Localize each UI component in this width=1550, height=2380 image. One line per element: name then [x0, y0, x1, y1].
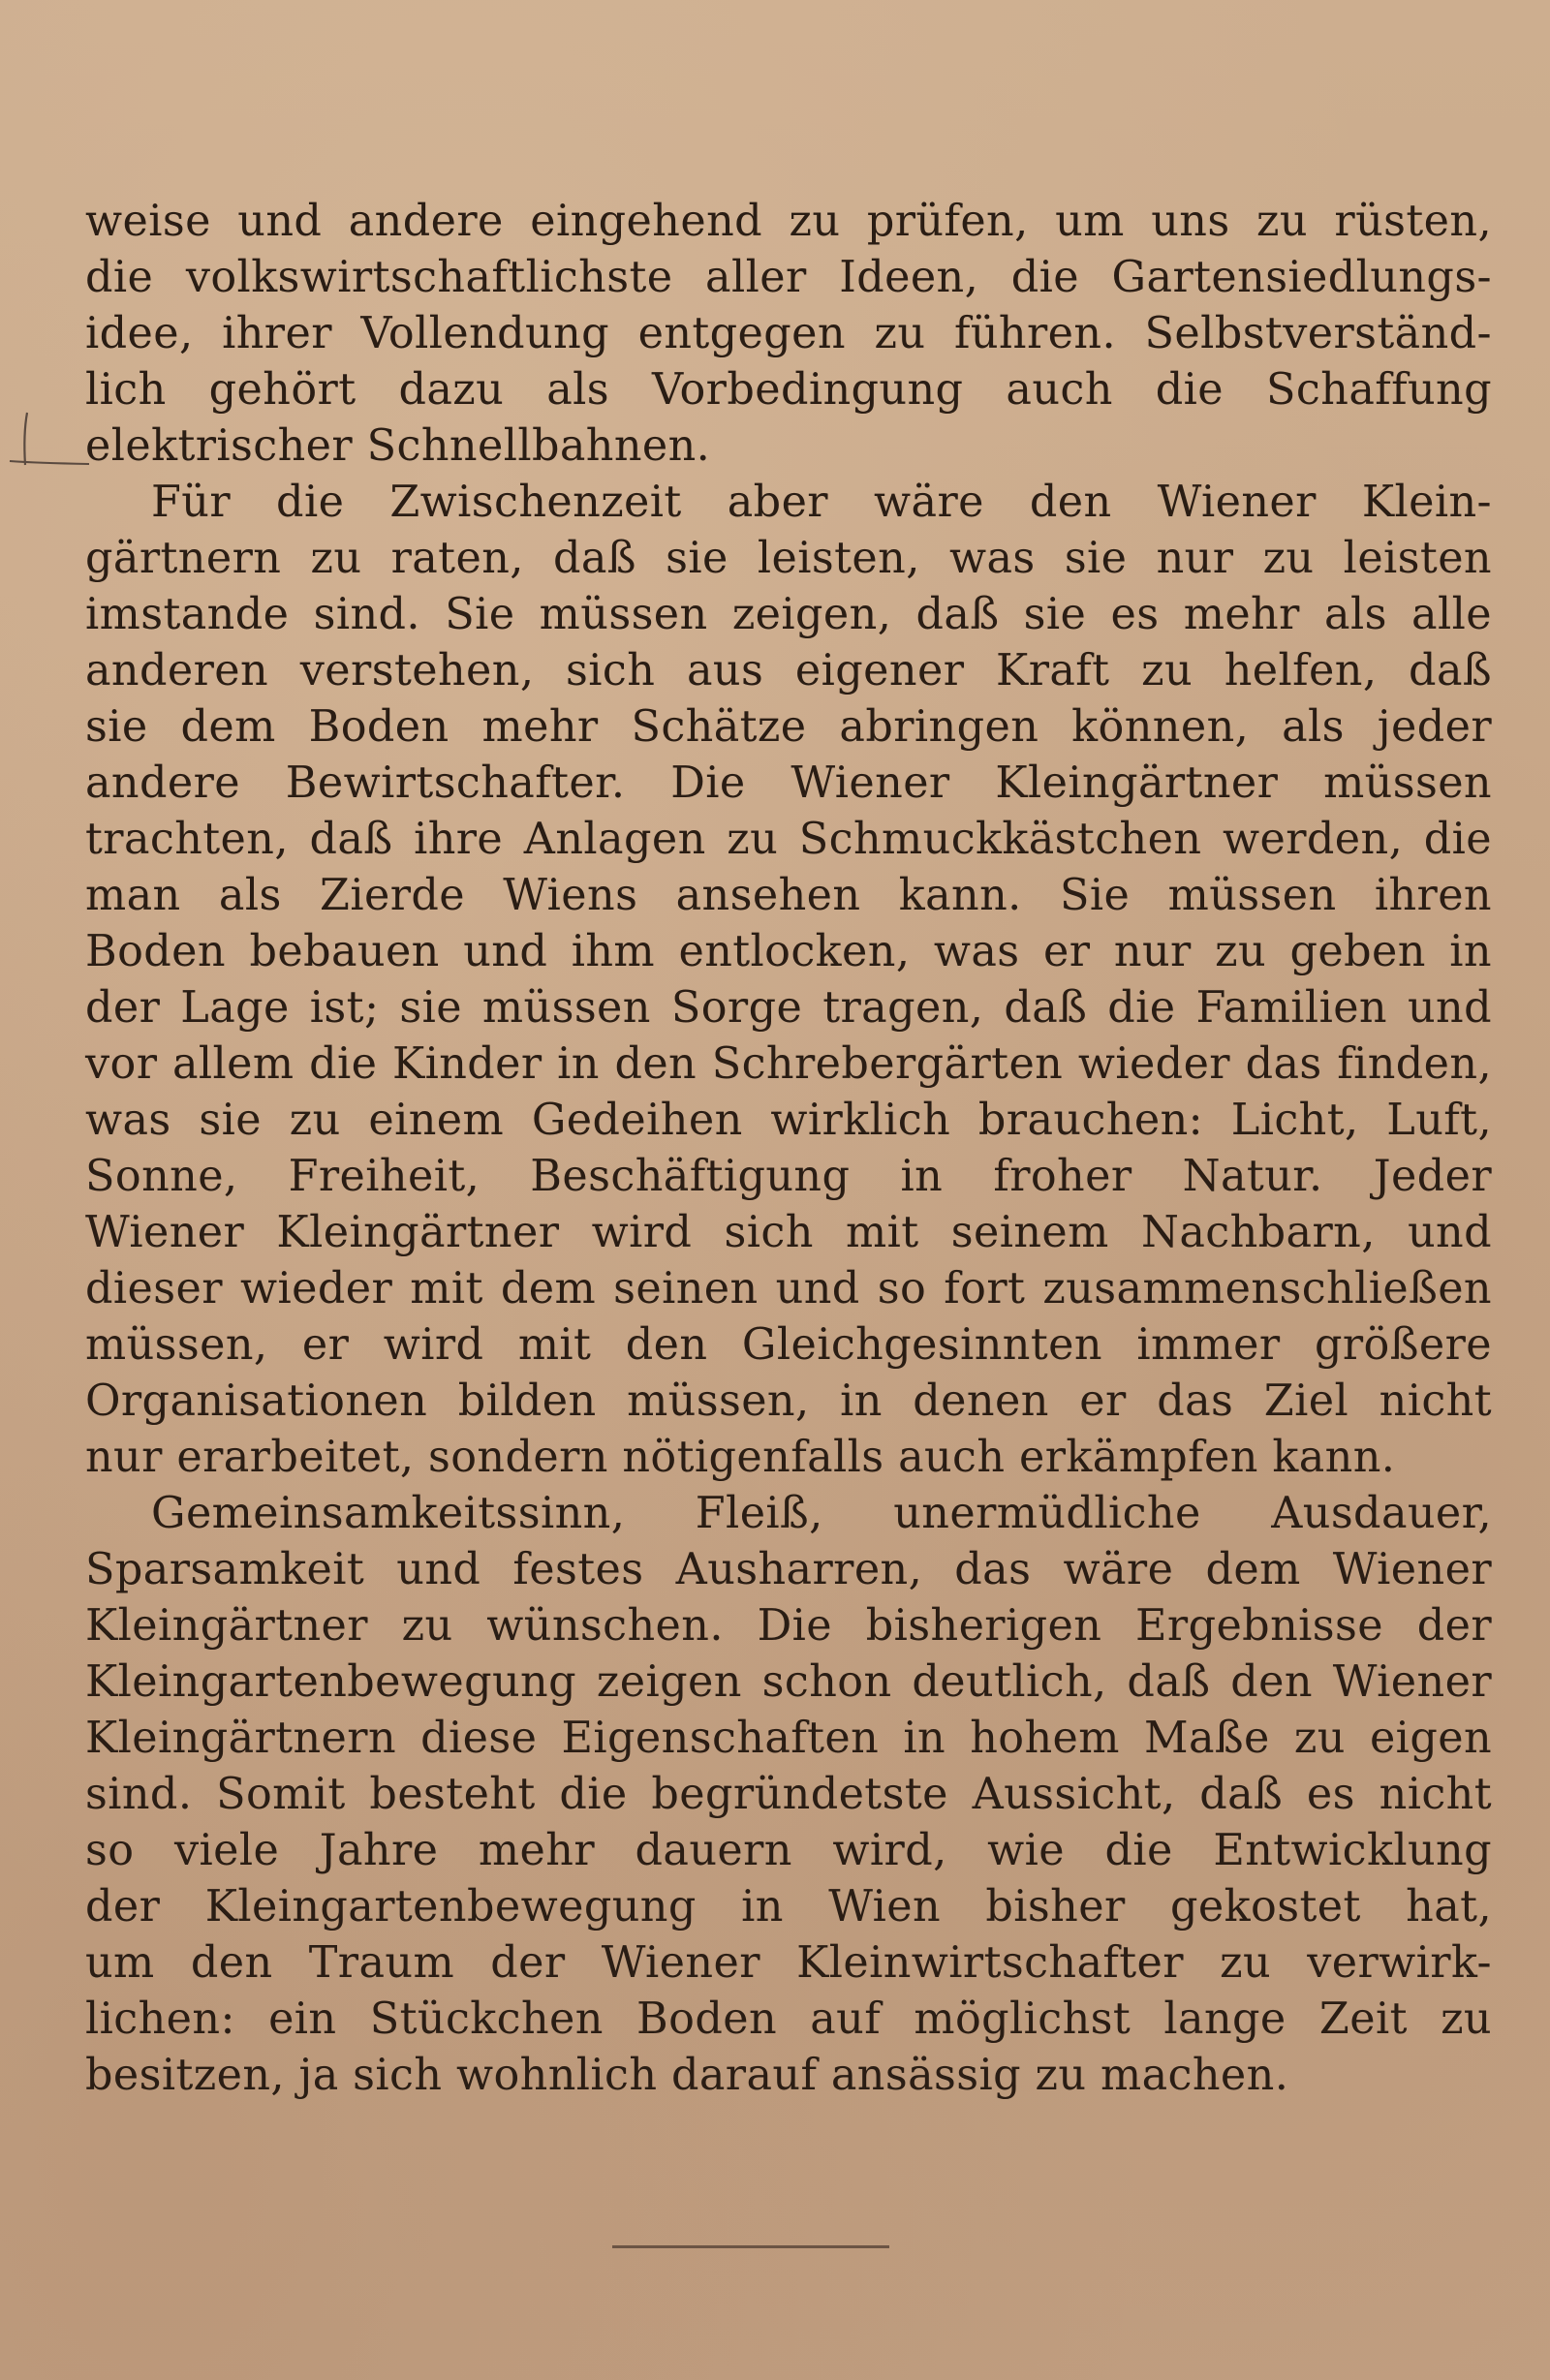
text-line: idee, ihrer Vollendung entgegen zu führen. Selbstverständ-	[85, 309, 1492, 358]
text-line: Kleingärtner zu wünschen. Die bisherigen Ergebnisse der	[85, 1601, 1492, 1651]
text-line: die volkswirtschaftlichste aller Ideen, die Gartensiedlungs-	[85, 253, 1492, 302]
text-line: Sonne, Freiheit, Beschäftigung in froher Natur. Jeder	[85, 1152, 1492, 1201]
text-line: so viele Jahre mehr dauern wird, wie die Entwicklung	[85, 1826, 1492, 1875]
text-line: andere Bewirtschafter. Die Wiener Kleingärtner müssen	[85, 758, 1492, 808]
text-line: Für die Zwischenzeit aber wäre den Wiener Klein-	[151, 478, 1492, 527]
text-line: Kleingärtnern diese Eigenschaften in hohem Maße zu eigen	[85, 1714, 1492, 1763]
text-line: Sparsamkeit und festes Ausharren, das wäre dem Wiener	[85, 1545, 1492, 1594]
text-line: elektrischer Schnellbahnen.	[85, 421, 711, 471]
text-line: trachten, daß ihre Anlagen zu Schmuckkästchen werden, die	[85, 815, 1492, 864]
text-line: lichen: ein Stückchen Boden auf möglichst lange Zeit zu	[85, 1994, 1492, 2044]
text-line: was sie zu einem Gedeihen wirklich brauchen: Licht, Luft,	[85, 1096, 1492, 1145]
text-line: sie dem Boden mehr Schätze abringen können, als jeder	[85, 702, 1492, 752]
text-line: anderen verstehen, sich aus eigener Kraft zu helfen, daß	[85, 646, 1492, 695]
section-end-rule	[612, 2245, 889, 2248]
text-line: man als Zierde Wiens ansehen kann. Sie müssen ihren	[85, 871, 1492, 920]
text-line: der Kleingartenbewegung in Wien bisher gekostet hat,	[85, 1882, 1492, 1932]
text-line: vor allem die Kinder in den Schrebergärten wieder das finden,	[85, 1039, 1492, 1089]
paragraph	[85, 475, 1492, 1486]
text-line: der Lage ist; sie müssen Sorge tragen, daß die Familien und	[85, 983, 1492, 1033]
text-line: dieser wieder mit dem seinen und so fort zusammenschließen	[85, 1264, 1492, 1314]
text-line: gärtnern zu raten, daß sie leisten, was sie nur zu leisten	[85, 534, 1492, 583]
text-line: weise und andere eingehend zu prüfen, um uns zu rüsten,	[85, 197, 1492, 246]
text-line: sind. Somit besteht die begründetste Aussicht, daß es nicht	[85, 1770, 1492, 1819]
text-line: nur erarbeitet, sondern nötigenfalls auch erkämpfen kann.	[85, 1433, 1396, 1482]
body-text	[85, 194, 1492, 2104]
paragraph	[85, 1486, 1492, 2104]
pencil-margin-mark	[8, 405, 95, 473]
text-line: Gemeinsamkeitssinn, Fleiß, unermüdliche Ausdauer,	[151, 1489, 1492, 1538]
text-line: besitzen, ja sich wohnlich darauf ansässig zu machen.	[85, 2051, 1289, 2100]
text-line: imstande sind. Sie müssen zeigen, daß sie es mehr als alle	[85, 590, 1492, 639]
text-line: Wiener Kleingärtner wird sich mit seinem Nachbarn, und	[85, 1208, 1492, 1257]
paragraph	[85, 194, 1492, 475]
text-line: Boden bebauen und ihm entlocken, was er nur zu geben in	[85, 927, 1492, 976]
text-line: Kleingartenbewegung zeigen schon deutlich, daß den Wiener	[85, 1657, 1492, 1707]
text-line: um den Traum der Wiener Kleinwirtschafter zu verwirk-	[85, 1938, 1492, 1988]
text-line: lich gehört dazu als Vorbedingung auch die Schaffung	[85, 365, 1492, 415]
text-line: müssen, er wird mit den Gleichgesinnten immer größere	[85, 1320, 1492, 1370]
text-line: Organisationen bilden müssen, in denen er das Ziel nicht	[85, 1376, 1492, 1426]
